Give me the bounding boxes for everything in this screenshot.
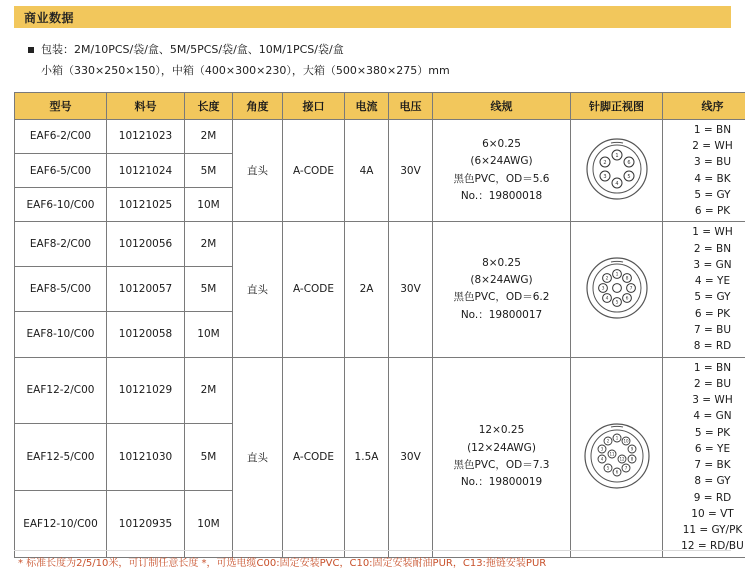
svg-text:4: 4 — [605, 296, 608, 302]
spec-table-wrap — [14, 92, 731, 558]
wire-line: No.：19800017 — [434, 307, 569, 324]
cell-sequence — [663, 357, 745, 557]
note-packaging-text: 包装：2M/10PCS/袋/盒、5M/5PCS/袋/盒、10M/1PCS/袋/盒 — [41, 40, 344, 61]
svg-text:6: 6 — [615, 469, 618, 474]
pin-diagram-8 — [581, 252, 653, 324]
seq-line: 3 = WH — [664, 392, 745, 408]
svg-text:6: 6 — [627, 160, 630, 166]
cell-angle: 直头 — [233, 119, 283, 222]
cell-model: EAF8-2/C00 — [15, 222, 107, 267]
col-header-angle: 角度 — [233, 92, 283, 119]
svg-text:11: 11 — [609, 451, 615, 456]
wire-line: (6×24AWG) — [434, 153, 569, 170]
svg-text:4: 4 — [615, 181, 618, 187]
svg-text:6: 6 — [625, 296, 628, 302]
cell-part: 10120056 — [107, 222, 185, 267]
svg-text:10: 10 — [623, 438, 629, 443]
cell-current: 1.5A — [345, 357, 389, 557]
wire-line: (12×24AWG) — [434, 440, 569, 457]
col-header-interface: 接口 — [283, 92, 345, 119]
wire-line: No.：19800019 — [434, 474, 569, 491]
pin-diagram-12 — [579, 418, 655, 494]
cell-interface: A-CODE — [283, 357, 345, 557]
svg-text:1: 1 — [615, 435, 618, 440]
cell-pinout — [571, 222, 663, 357]
seq-line: 12 = RD/BU — [664, 538, 745, 554]
table-row — [15, 119, 745, 153]
seq-line: 1 = WH — [664, 224, 745, 240]
pin-diagram-6-icon — [581, 133, 653, 205]
col-header-part: 料号 — [107, 92, 185, 119]
seq-line: 8 = GY — [664, 473, 745, 489]
cell-wire — [433, 357, 571, 557]
cell-current: 4A — [345, 119, 389, 222]
cell-wire — [433, 119, 571, 222]
cell-model: EAF6-2/C00 — [15, 119, 107, 153]
cell-model: EAF12-2/C00 — [15, 357, 107, 424]
cell-part: 10120057 — [107, 267, 185, 312]
col-header-voltage: 电压 — [389, 92, 433, 119]
wire-line: 黑色PVC，OD＝5.6 — [434, 171, 569, 188]
seq-line: 11 = GY/PK — [664, 522, 745, 538]
cell-part: 10121024 — [107, 153, 185, 187]
seq-line: 4 = YE — [664, 273, 745, 289]
footer-note: * 标准长度为2/5/10米，可订制任意长度 *，可选电缆C00:固定安装PVC，C10:固定安装耐油PUR，C13:拖链安装PUR — [14, 556, 731, 571]
cell-voltage: 30V — [389, 222, 433, 357]
cell-length: 5M — [185, 267, 233, 312]
svg-text:12: 12 — [619, 456, 625, 461]
cell-sequence — [663, 222, 745, 357]
cell-length: 2M — [185, 222, 233, 267]
col-header-model: 型号 — [15, 92, 107, 119]
cell-length: 2M — [185, 357, 233, 424]
seq-line: 1 = BN — [664, 360, 745, 376]
svg-text:9: 9 — [630, 446, 633, 451]
note-cartons-text: 小箱（330×250×150），中箱（400×300×230），大箱（500×380×275）mm — [41, 61, 450, 82]
cell-pinout — [571, 119, 663, 222]
cell-length: 5M — [185, 153, 233, 187]
cell-model: EAF6-5/C00 — [15, 153, 107, 187]
cell-model: EAF8-5/C00 — [15, 267, 107, 312]
cell-length: 5M — [185, 424, 233, 491]
table-body — [15, 119, 745, 557]
seq-line: 5 = PK — [664, 425, 745, 441]
seq-line: 10 = VT — [664, 506, 745, 522]
cell-model: EAF12-10/C00 — [15, 490, 107, 557]
cell-length: 2M — [185, 119, 233, 153]
svg-text:7: 7 — [629, 286, 632, 292]
table-header-row — [15, 92, 745, 119]
table-row — [15, 357, 745, 424]
col-header-sequence: 线序 — [663, 92, 745, 119]
wire-line: 黑色PVC，OD＝7.3 — [434, 457, 569, 474]
seq-line: 2 = BU — [664, 376, 745, 392]
seq-line: 5 = GY — [664, 289, 745, 305]
col-header-wire: 线规 — [433, 92, 571, 119]
cell-model: EAF6-10/C00 — [15, 188, 107, 222]
cell-part: 10121030 — [107, 424, 185, 491]
note-packaging — [28, 40, 731, 61]
svg-text:2: 2 — [605, 276, 608, 282]
note-cartons — [28, 61, 731, 82]
svg-text:2: 2 — [606, 438, 609, 443]
cell-length: 10M — [185, 188, 233, 222]
seq-line: 4 = GN — [664, 408, 745, 424]
cell-angle: 直头 — [233, 357, 283, 557]
footer-note-block — [14, 550, 731, 571]
seq-line: 6 = PK — [664, 203, 745, 219]
seq-line: 7 = BU — [664, 322, 745, 338]
cell-voltage: 30V — [389, 357, 433, 557]
cell-part: 10120935 — [107, 490, 185, 557]
wire-line: 6×0.25 — [434, 136, 569, 153]
seq-line: 6 = PK — [664, 306, 745, 322]
seq-line: 3 = BU — [664, 154, 745, 170]
svg-text:7: 7 — [624, 465, 627, 470]
seq-line: 2 = WH — [664, 138, 745, 154]
table-row — [15, 222, 745, 267]
cell-pinout — [571, 357, 663, 557]
svg-text:5: 5 — [606, 465, 609, 470]
cell-interface: A-CODE — [283, 119, 345, 222]
seq-line: 1 = BN — [664, 122, 745, 138]
wire-line: (8×24AWG) — [434, 272, 569, 289]
page-title: 商业数据 — [24, 9, 74, 26]
seq-line: 7 = BK — [664, 457, 745, 473]
cell-length: 10M — [185, 312, 233, 357]
wire-line: No.：19800018 — [434, 188, 569, 205]
pin-diagram-8-icon — [581, 252, 653, 324]
cell-wire — [433, 222, 571, 357]
seq-line: 4 = BK — [664, 171, 745, 187]
cell-interface: A-CODE — [283, 222, 345, 357]
col-header-pinout: 针脚正视图 — [571, 92, 663, 119]
cell-part: 10121029 — [107, 357, 185, 424]
svg-text:5: 5 — [615, 300, 618, 306]
seq-line: 2 = BN — [664, 241, 745, 257]
cell-model: EAF8-10/C00 — [15, 312, 107, 357]
col-header-current: 电流 — [345, 92, 389, 119]
pin-diagram-6 — [581, 133, 653, 205]
cell-part: 10121023 — [107, 119, 185, 153]
cell-length: 10M — [185, 490, 233, 557]
svg-text:1: 1 — [615, 153, 618, 159]
svg-text:2: 2 — [603, 160, 606, 166]
svg-text:3: 3 — [601, 286, 604, 292]
cell-part: 10121025 — [107, 188, 185, 222]
datasheet-page — [0, 6, 745, 581]
svg-text:4: 4 — [600, 456, 603, 461]
cell-model: EAF12-5/C00 — [15, 424, 107, 491]
cell-sequence — [663, 119, 745, 222]
spec-table — [14, 92, 745, 558]
seq-line: 5 = GY — [664, 187, 745, 203]
svg-text:3: 3 — [600, 446, 603, 451]
svg-text:3: 3 — [603, 174, 606, 180]
notes-block — [14, 40, 731, 82]
seq-line: 8 = RD — [664, 338, 745, 354]
svg-text:8: 8 — [625, 276, 628, 282]
seq-line: 9 = RD — [664, 490, 745, 506]
cell-part: 10120058 — [107, 312, 185, 357]
seq-line: 3 = GN — [664, 257, 745, 273]
bullet-icon — [28, 47, 34, 53]
cell-angle: 直头 — [233, 222, 283, 357]
pin-diagram-12-icon — [579, 418, 655, 494]
wire-line: 8×0.25 — [434, 255, 569, 272]
footer-divider — [14, 550, 731, 551]
wire-line: 黑色PVC，OD＝6.2 — [434, 289, 569, 306]
cell-voltage: 30V — [389, 119, 433, 222]
page-header — [14, 6, 731, 28]
svg-text:5: 5 — [627, 174, 630, 180]
wire-line: 12×0.25 — [434, 422, 569, 439]
svg-text:8: 8 — [630, 456, 633, 461]
cell-current: 2A — [345, 222, 389, 357]
seq-line: 6 = YE — [664, 441, 745, 457]
svg-text:1: 1 — [615, 272, 618, 278]
col-header-length: 长度 — [185, 92, 233, 119]
